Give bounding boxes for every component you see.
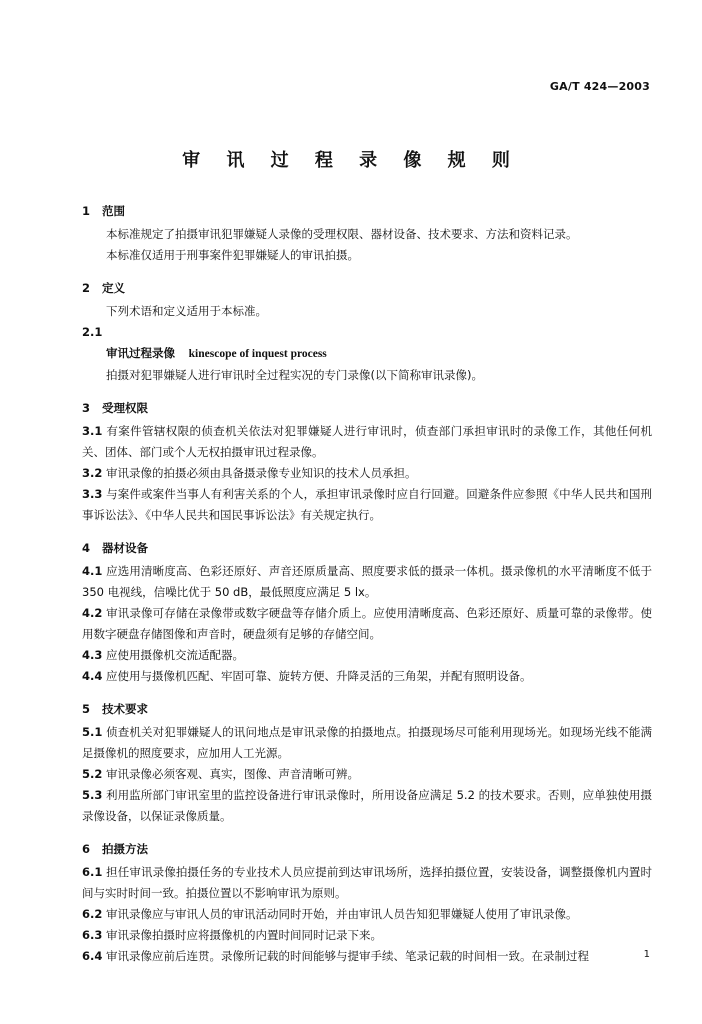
clause xyxy=(82,484,652,526)
clause-number: 3.2 xyxy=(82,466,103,480)
section-2-heading xyxy=(82,278,652,299)
clause-number: 6.4 xyxy=(82,949,103,963)
clause-text: 与案件或案件当事人有利害关系的个人，承担审讯录像时应自行回避。回避条件应参照《中华人民共和国刑事诉讼法》、《中华人民共和国民事诉讼法》有关规定执行。 xyxy=(82,487,652,522)
subclause-number: 2.1 xyxy=(82,325,103,339)
section-5-heading xyxy=(82,699,652,720)
paragraph: 本标准规定了拍摄审讯犯罪嫌疑人录像的受理权限、器材设备、技术要求、方法和资料记录。 xyxy=(106,227,578,241)
section-title: 范围 xyxy=(102,204,125,218)
clause-number: 4.2 xyxy=(82,606,103,620)
clause-number: 4.1 xyxy=(82,564,103,578)
clause-text: 应使用与摄像机匹配、牢固可靠、旋转方便、升降灵活的三角架，并配有照明设备。 xyxy=(106,669,532,683)
page-number: 1 xyxy=(643,949,650,960)
clause xyxy=(82,925,652,946)
clause-text: 审讯录像必须客观、真实，图像、声音清晰可辨。 xyxy=(106,767,359,781)
clause xyxy=(82,722,652,764)
clause xyxy=(82,946,652,967)
term-entry xyxy=(82,343,652,365)
term-definition: 拍摄对犯罪嫌疑人进行审讯时全过程实况的专门录像(以下简称审讯录像)。 xyxy=(106,368,483,382)
clause-text: 应使用摄像机交流适配器。 xyxy=(106,648,244,662)
paragraph: 下列术语和定义适用于本标准。 xyxy=(106,304,267,318)
clause xyxy=(82,666,652,687)
clause xyxy=(82,561,652,603)
clause-text: 应选用清晰度高、色彩还原好、声音还原质量高、照度要求低的摄录一体机。摄录像机的水平清晰度不低于 350 电视线，信噪比优于 50 dB，最低照度应满足 5 lx。 xyxy=(82,564,652,599)
section-title: 定义 xyxy=(102,281,125,295)
term-english: kinescope of inquest process xyxy=(188,348,327,360)
clause-text: 审讯录像应与审讯人员的审讯活动同时开始，并由审讯人员告知犯罪嫌疑人使用了审讯录像。 xyxy=(106,907,578,921)
clause-number: 4.3 xyxy=(82,648,103,662)
section-3-heading xyxy=(82,398,652,419)
clause-text: 审讯录像的拍摄必须由具备摄录像专业知识的技术人员承担。 xyxy=(106,466,417,480)
term-chinese: 审讯过程录像 xyxy=(106,346,175,360)
clause xyxy=(82,645,652,666)
document-title: 审 讯 过 程 录 像 规 则 xyxy=(182,150,520,171)
section-1-heading xyxy=(82,201,652,222)
section-number: 4 xyxy=(82,541,91,555)
section-number: 5 xyxy=(82,702,91,716)
section-title: 受理权限 xyxy=(102,401,148,415)
clause-number: 3.1 xyxy=(82,424,103,438)
clause-number: 4.4 xyxy=(82,669,103,683)
clause xyxy=(82,421,652,463)
paragraph: 本标准仅适用于刑事案件犯罪嫌疑人的审讯拍摄。 xyxy=(106,248,359,262)
section-title: 器材设备 xyxy=(102,541,148,555)
clause-number: 3.3 xyxy=(82,487,103,501)
section-number: 1 xyxy=(82,204,91,218)
section-number: 2 xyxy=(82,281,91,295)
clause-number: 6.1 xyxy=(82,865,103,879)
clause-text: 利用监所部门审讯室里的监控设备进行审讯录像时，所用设备应满足 5.2 的技术要求。否则，应单独使用摄录像设备，以保证录像质量。 xyxy=(82,788,652,823)
clause-text: 侦查机关对犯罪嫌疑人的讯问地点是审讯录像的拍摄地点。拍摄现场尽可能利用现场光。如现场光线不能满足摄像机的照度要求，应加用人工光源。 xyxy=(82,725,652,760)
clause-text: 有案件管辖权限的侦查机关依法对犯罪嫌疑人进行审讯时，侦查部门承担审讯时的录像工作，其他任何机关、团体、部门或个人无权拍摄审讯过程录像。 xyxy=(82,424,652,459)
clause-text: 审讯录像应前后连贯。录像所记载的时间能够与提审手续、笔录记载的时间相一致。在录制过程 xyxy=(106,949,589,963)
document-body xyxy=(82,201,652,967)
clause xyxy=(82,603,652,645)
clause xyxy=(82,785,652,827)
clause-number: 5.3 xyxy=(82,788,103,802)
clause-text: 担任审讯录像拍摄任务的专业技术人员应提前到达审讯场所，选择拍摄位置，安装设备，调整摄像机内置时间与实时时间一致。拍摄位置以不影响审讯为原则。 xyxy=(82,865,652,900)
clause-text: 审讯录像拍摄时应将摄像机的内置时间同时记录下来。 xyxy=(106,928,382,942)
section-title: 技术要求 xyxy=(102,702,148,716)
clause xyxy=(82,463,652,484)
section-number: 3 xyxy=(82,401,91,415)
section-number: 6 xyxy=(82,842,91,856)
clause-text: 审讯录像可存储在录像带或数字硬盘等存储介质上。应使用清晰度高、色彩还原好、质量可靠的录像带。使用数字硬盘存储图像和声音时，硬盘须有足够的存储空间。 xyxy=(82,606,652,641)
standard-code: GA/T 424—2003 xyxy=(549,80,650,93)
clause xyxy=(82,764,652,785)
section-6-heading xyxy=(82,839,652,860)
section-title: 拍摄方法 xyxy=(102,842,148,856)
section-4-heading xyxy=(82,538,652,559)
clause-number: 5.2 xyxy=(82,767,103,781)
clause-number: 5.1 xyxy=(82,725,103,739)
clause xyxy=(82,862,652,904)
clause xyxy=(82,904,652,925)
clause-number: 6.2 xyxy=(82,907,103,921)
clause-number: 6.3 xyxy=(82,928,103,942)
